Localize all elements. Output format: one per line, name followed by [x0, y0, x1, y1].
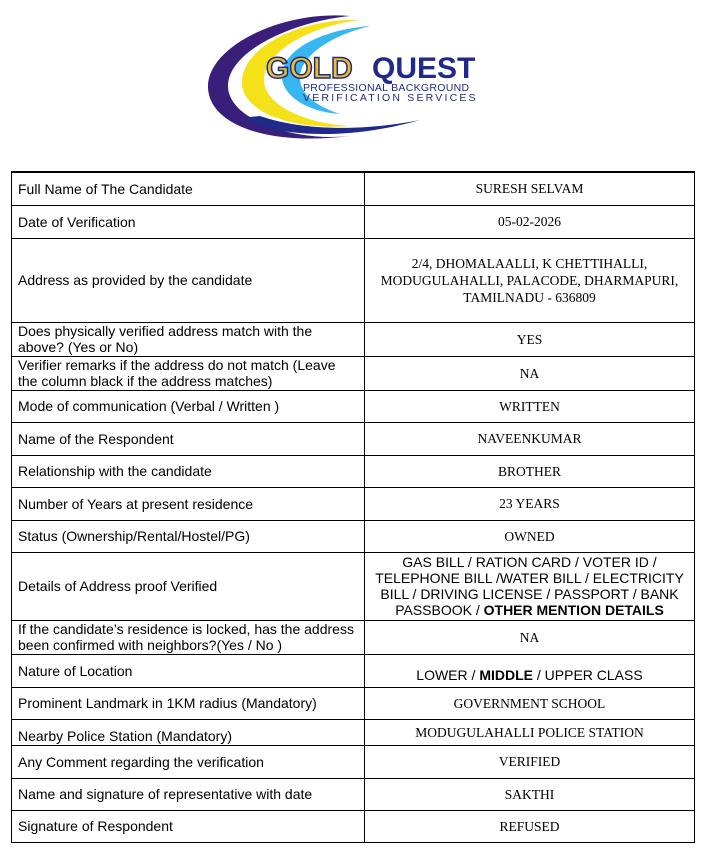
- row-value: BROTHER: [365, 455, 695, 487]
- table-row: [12, 422, 695, 455]
- row-value: SURESH SELVAM: [365, 172, 695, 205]
- row-label: If the candidate’s residence is locked, has the address been confirmed with neighbors?(Yes / No ): [12, 620, 365, 654]
- table-row: [12, 520, 695, 552]
- table-row: [12, 172, 695, 205]
- row-value: WRITTEN: [365, 390, 695, 422]
- row-label: Does physically verified address match with the above? (Yes or No): [12, 322, 365, 356]
- row-value: 2/4, DHOMALAALLI, K CHETTIHALLI, MODUGULAHALLI, PALACODE, DHARMAPURI, TAMILNADU - 636809: [365, 238, 695, 322]
- table-row: [12, 390, 695, 422]
- address-proof-highlight: OTHER MENTION DETAILS: [483, 602, 664, 618]
- location-upper: / UPPER CLASS: [532, 666, 643, 683]
- row-value: GOVERNMENT SCHOOL: [365, 687, 695, 719]
- row-value: NA: [365, 356, 695, 390]
- row-value: OWNED: [365, 520, 695, 552]
- row-label: Mode of communication (Verbal / Written ): [12, 390, 365, 422]
- table-row: [12, 620, 695, 654]
- goldquest-logo: [200, 8, 510, 148]
- row-label: Status (Ownership/Rental/Hostel/PG): [12, 520, 365, 552]
- row-label: Prominent Landmark in 1KM radius (Mandatory): [12, 687, 365, 719]
- table-row: [12, 778, 695, 810]
- location-lower: LOWER /: [416, 666, 480, 683]
- table-row: [12, 745, 695, 778]
- row-label: Nearby Police Station (Mandatory): [12, 719, 365, 745]
- table-row: [12, 356, 695, 390]
- row-label: Verifier remarks if the address do not match (Leave the column black if the address matches): [12, 356, 365, 390]
- brand-quest-text: QUEST: [372, 52, 476, 85]
- row-value: NAVEENKUMAR: [365, 422, 695, 455]
- row-value: SAKTHI: [365, 778, 695, 810]
- table-row: [12, 322, 695, 356]
- row-label: Date of Verification: [12, 205, 365, 238]
- row-label: Number of Years at present residence: [12, 487, 365, 520]
- table-row: [12, 552, 695, 620]
- row-label: Any Comment regarding the verification: [12, 745, 365, 778]
- row-value: MODUGULAHALLI POLICE STATION: [365, 719, 695, 745]
- row-label: Name and signature of representative with date: [12, 778, 365, 810]
- row-label: Full Name of The Candidate: [12, 172, 365, 205]
- tagline-line2: VERIFICATION SERVICES: [303, 92, 478, 104]
- table-row: [12, 687, 695, 719]
- table-row: [12, 810, 695, 842]
- tagline-line1: PROFESSIONAL BACKGROUND: [303, 82, 470, 94]
- table-row: [12, 455, 695, 487]
- row-value: VERIFIED: [365, 745, 695, 778]
- row-value: YES: [365, 322, 695, 356]
- row-value: REFUSED: [365, 810, 695, 842]
- row-value: [365, 654, 695, 687]
- row-value: 05-02-2026: [365, 205, 695, 238]
- verification-form-table: [11, 171, 695, 843]
- row-label: Details of Address proof Verified: [12, 552, 365, 620]
- row-label: Signature of Respondent: [12, 810, 365, 842]
- row-label: Address as provided by the candidate: [12, 238, 365, 322]
- table-row: [12, 205, 695, 238]
- table-row: [12, 654, 695, 687]
- row-label: Relationship with the candidate: [12, 455, 365, 487]
- brand-gold-text: GOLD: [266, 52, 353, 85]
- table-row: [12, 487, 695, 520]
- location-selected: MIDDLE: [479, 666, 533, 683]
- row-value: [365, 552, 695, 620]
- table-row: [12, 719, 695, 745]
- row-label: Name of the Respondent: [12, 422, 365, 455]
- address-proof-list: GAS BILL / RATION CARD / VOTER ID / TELEPHONE BILL /WATER BILL / ELECTRICITY BILL / DRIVING LICENSE / PASSPORT / BANK PASSBOOK /: [375, 554, 684, 618]
- row-value: 23 YEARS: [365, 487, 695, 520]
- row-value: NA: [365, 620, 695, 654]
- row-label: Nature of Location: [12, 654, 365, 687]
- table-row: [12, 238, 695, 322]
